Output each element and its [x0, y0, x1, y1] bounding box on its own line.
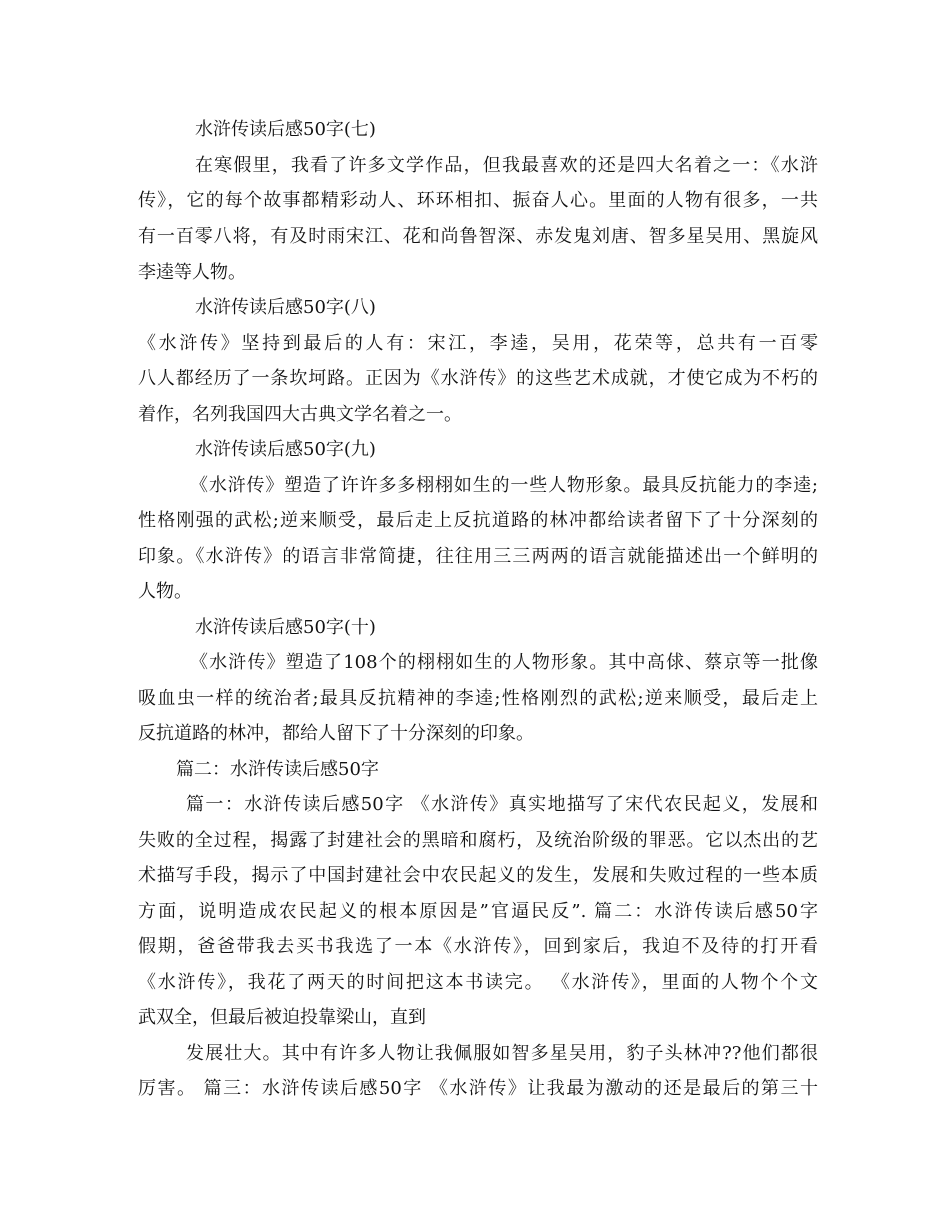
paragraph-line: 《水浒传》塑造了许许多多栩栩如生的一些人物形象。最具反抗能力的李逵; — [190, 475, 818, 496]
paragraph-line: 性格刚强的武松;逆来顺受，最后走上反抗道路的林冲都给读者留下了十分深刻的 — [138, 510, 818, 531]
paragraph-line: 发展壮大。其中有许多人物让我佩服如智多星吴用，豹子头林冲??他们都很 — [186, 1043, 818, 1064]
paragraph-line: 吸血虫一样的统治者;最具反抗精神的李逵;性格刚烈的武松;逆来顺受，最后走上 — [138, 688, 818, 709]
paragraph-line: 八人都经历了一条坎坷路。正因为《水浒传》的这些艺术成就，才使它成为不朽的 — [138, 368, 818, 389]
paragraph-line: 失败的全过程，揭露了封建社会的黑暗和腐朽，及统治阶级的罪恶。它以杰出的艺 — [138, 830, 818, 851]
section-heading: 水浒传读后感50字(八) — [195, 297, 376, 318]
paragraph-line: 人物。 — [138, 581, 192, 602]
paragraph-line: 篇一：水浒传读后感50字 《水浒传》真实地描写了宋代农民起义，发展和 — [186, 794, 818, 815]
paragraph-line: 方面，说明造成农民起义的根本原因是”官逼民反”. 篇二：水浒传读后感50字 — [138, 901, 818, 922]
section-heading: 水浒传读后感50字(九) — [195, 439, 376, 460]
section-heading: 水浒传读后感50字(十) — [195, 617, 376, 638]
section-heading: 水浒传读后感50字(七) — [195, 119, 376, 140]
paragraph-line: 传》，它的每个故事都精彩动人、环环相扣、振奋人心。里面的人物有很多，一共 — [138, 190, 818, 211]
paragraph-line: 《水浒传》，我花了两天的时间把这本书读完。 《水浒传》，里面的人物个个文 — [138, 972, 818, 993]
paragraph-line: 术描写手段，揭示了中国封建社会中农民起义的发生，发展和失败过程的一些本质 — [138, 865, 818, 886]
paragraph-line: 《水浒传》塑造了108个的栩栩如生的人物形象。其中高俅、蔡京等一批像 — [190, 652, 818, 673]
paragraph-line: 着作，名列我国四大古典文学名着之一。 — [138, 404, 462, 425]
paragraph-line: 假期，爸爸带我去买书我选了一本《水浒传》，回到家后，我迫不及待的打开看 — [138, 936, 818, 957]
paragraph-line: 在寒假里，我看了许多文学作品，但我最喜欢的还是四大名着之一：《水浒 — [195, 155, 818, 176]
paragraph-line: 李逵等人物。 — [138, 262, 246, 283]
paragraph-line: 厉害。 篇三：水浒传读后感50字 《水浒传》让我最为激动的还是最后的第三十 — [138, 1078, 818, 1099]
paragraph-line: 有一百零八将，有及时雨宋江、花和尚鲁智深、赤发鬼刘唐、智多星吴用、黑旋风 — [138, 226, 818, 247]
paragraph-line: 《水浒传》坚持到最后的人有：宋江，李逵，吴用，花荣等，总共有一百零 — [138, 333, 818, 354]
paragraph-line: 印象。《水浒传》的语言非常简捷，往往用三三两两的语言就能描述出一个鲜明的 — [138, 546, 818, 567]
paragraph-line: 反抗道路的林冲，都给人留下了十分深刻的印象。 — [138, 723, 534, 744]
paragraph-line: 武双全，但最后被迫投靠梁山，直到 — [138, 1007, 426, 1028]
section-heading: 篇二：水浒传读后感50字 — [176, 759, 379, 780]
